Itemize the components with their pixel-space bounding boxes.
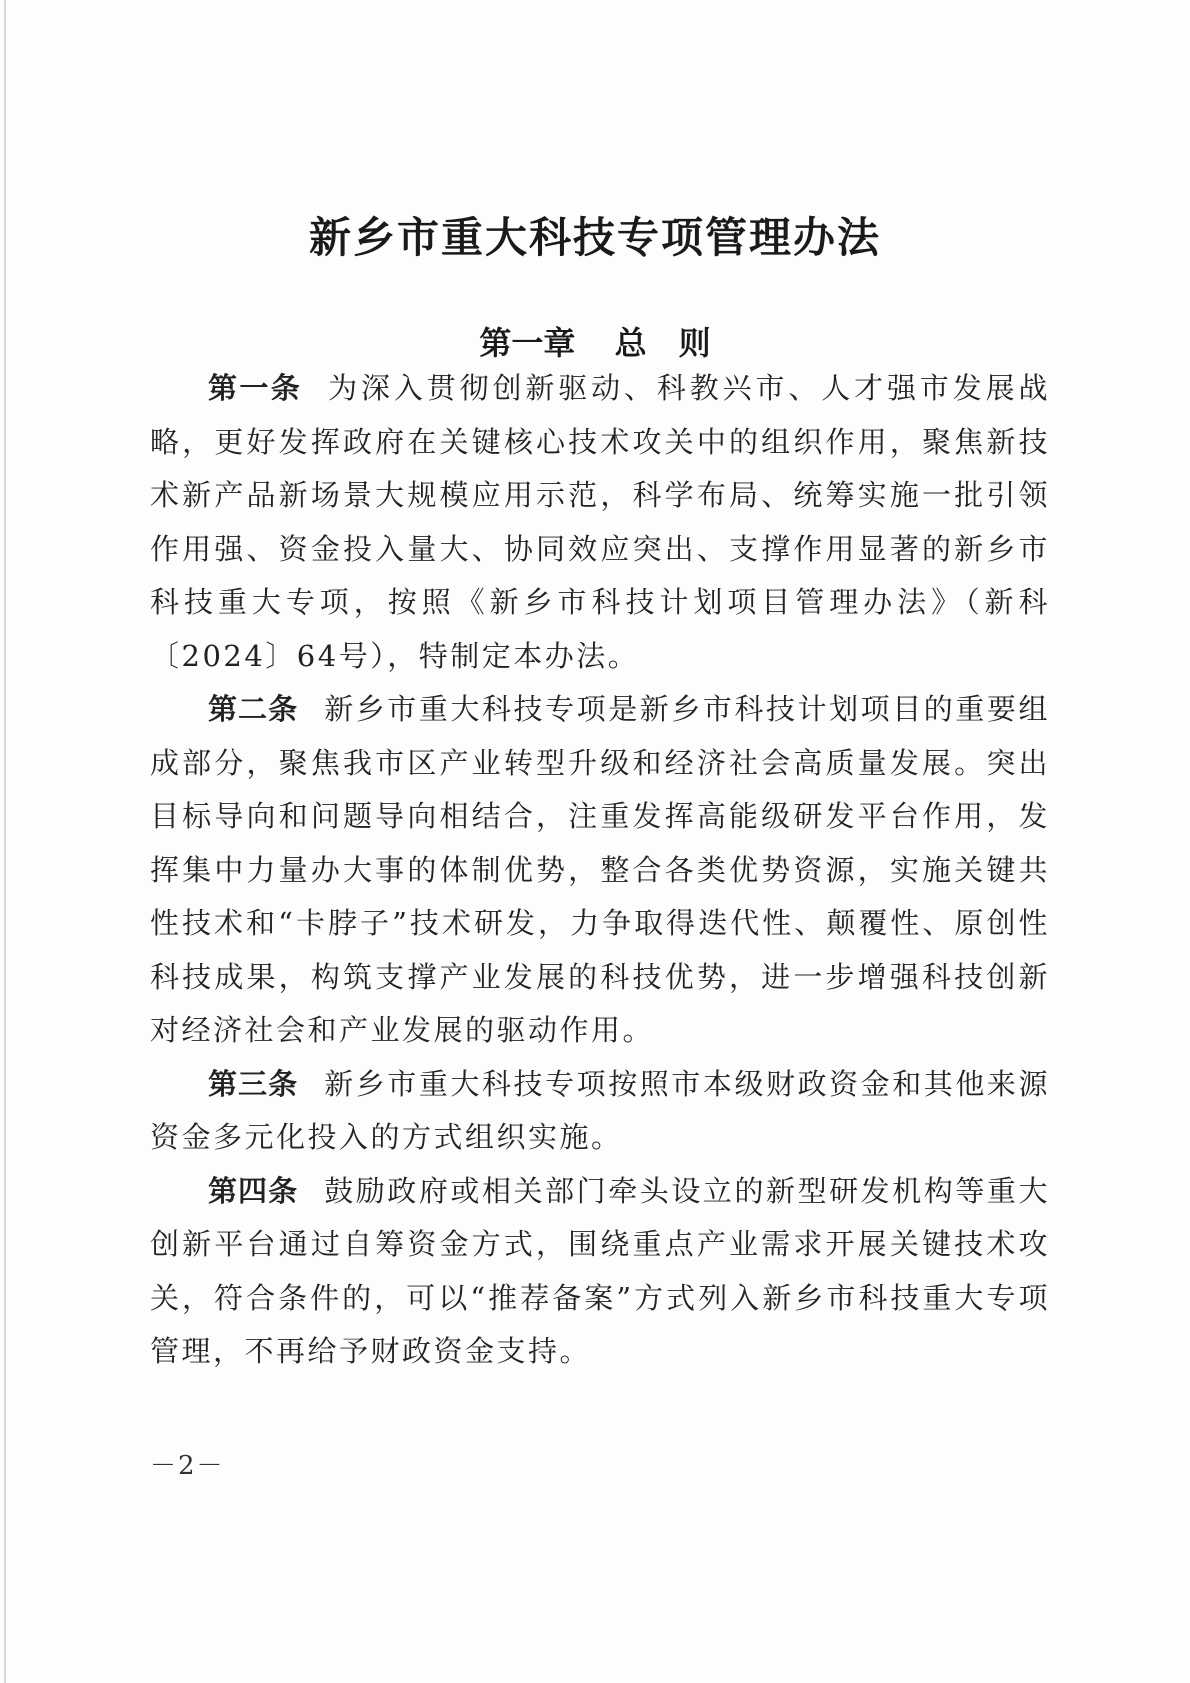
page-number: －2－ — [150, 1451, 225, 1481]
document-body — [150, 362, 1050, 1379]
article-3-text: 新乡市重大科技专项按照市本级财政资金和其他来源资金多元化投入的方式组织实施。 — [150, 1066, 1050, 1154]
article-4-text: 鼓励政府或相关部门牵头设立的新型研发机构等重大创新平台通过自筹资金方式，围绕重点产业需求开展关键技术攻关，符合条件的，可以“推荐备案”方式列入新乡市科技重大专项管理，不再给予财政资金支持。 — [150, 1173, 1050, 1368]
document-title: 新乡市重大科技专项管理办法 — [308, 213, 881, 262]
article-1 — [150, 362, 1050, 683]
article-4 — [150, 1165, 1050, 1379]
article-1-text: 为深入贯彻创新驱动、科教兴市、人才强市发展战略，更好发挥政府在关键核心技术攻关中的组织作用，聚焦新技术新产品新场景大规模应用示范，科学布局、统筹实施一批引领作用强、资金投入量大、协同效应突出、支撑作用显著的新乡市科技重大专项，按照《新乡市科技计划项目管理办法》（新科〔2024〕64号），特制定本办法。 — [150, 371, 1050, 673]
article-1-heading: 第一条 — [208, 371, 303, 405]
chapter-name: 总 则 — [614, 324, 711, 362]
chapter-number: 第一章 — [479, 324, 576, 362]
article-3-heading: 第三条 — [208, 1066, 299, 1101]
article-3 — [150, 1058, 1050, 1165]
article-2-text: 新乡市重大科技专项是新乡市科技计划项目的重要组成部分，聚焦我市区产业转型升级和经济社会高质量发展。突出目标导向和问题导向相结合，注重发挥高能级研发平台作用，发挥集中力量办大事的体制优势，整合各类优势资源，实施关键共性技术和“卡脖子”技术研发，力争取得迭代性、颠覆性、原创性科技成果，构筑支撑产业发展的科技优势，进一步增强科技创新对经济社会和产业发展的驱动作用。 — [150, 692, 1050, 1047]
chapter-heading — [0, 318, 1190, 364]
article-4-heading: 第四条 — [208, 1173, 299, 1208]
article-2 — [150, 683, 1050, 1058]
article-2-heading: 第二条 — [208, 692, 299, 726]
